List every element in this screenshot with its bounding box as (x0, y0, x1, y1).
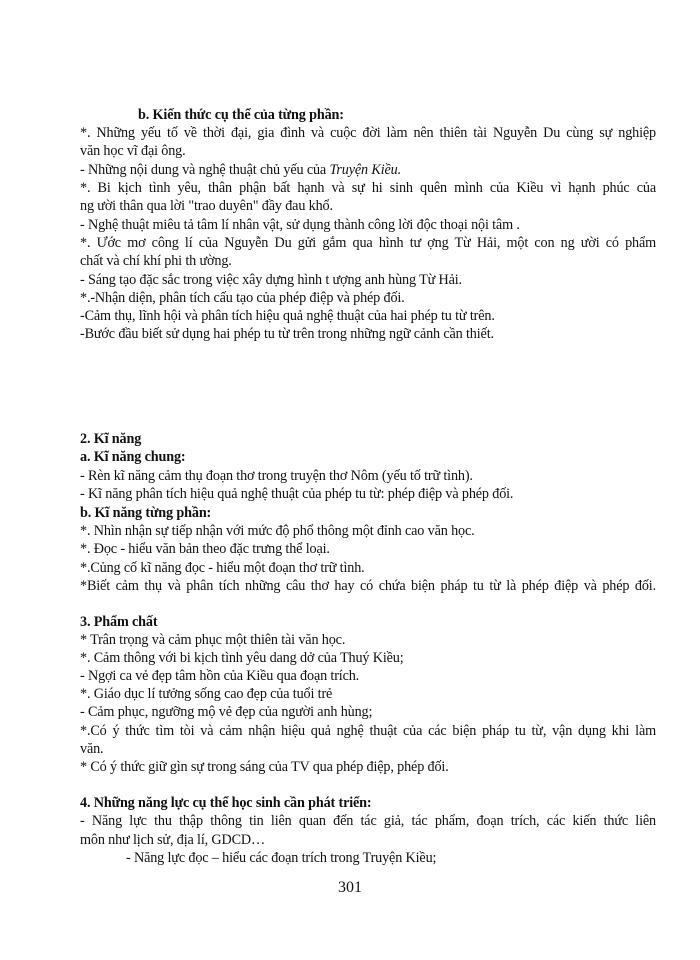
text-line: *. Đọc - hiểu văn bản theo đặc trưng thể loại. (80, 541, 330, 557)
text-line: *. Ước mơ công lí của Nguyễn Du gửi gắm qua hình tư ợng Từ Hải, một con ng ười có phẩm (80, 235, 656, 251)
text-line: - Năng lực đọc – hiểu các đoạn trích trong Truyện Kiều; (126, 850, 437, 866)
text-line: môn như lịch sử, địa lí, GDCD… (80, 832, 266, 848)
text-line (80, 161, 656, 179)
section-heading-knowledge: b. Kiến thức cụ thể của từng phần: (138, 107, 344, 123)
text-line: ng ười thân qua lời "trao duyên" đầy đau khổ. (80, 198, 333, 214)
text-line: - Kĩ năng phân tích hiệu quả nghệ thuật của phép tu từ: phép điệp và phép đối. (80, 486, 514, 502)
subheading-part-skills: b. Kĩ năng từng phần: (80, 505, 212, 521)
text-line: *. Những yếu tố về thời đại, gia đình và cuộc đời làm nên thiên tài Nguyễn Du cùng sự nghiệp (80, 125, 656, 141)
text-line: - Nghệ thuật miêu tả tâm lí nhân vật, sử dụng thành công lời độc thoại nội tâm . (80, 217, 520, 233)
text-line: chất và chí khí phi th ường. (80, 253, 232, 269)
page-number: 301 (338, 879, 362, 896)
section-heading-qualities: 3. Phẩm chất (80, 614, 158, 630)
text-line: - Năng lực thu thập thông tin liên quan đến tác giả, tác phẩm, đoạn trích, các kiến thức liên (80, 813, 656, 829)
text-line: *Biết cảm thụ và phân tích những câu thơ hay có chứa biện pháp tu từ là phép điệp và phép đối. (80, 578, 656, 594)
text-span: - Những nội dung và nghệ thuật chủ yếu của (80, 162, 330, 178)
text-line: *.Có ý thức tìm tòi và cảm nhận hiệu quả nghệ thuật của các biện pháp tu từ, vận dụng khi làm (80, 723, 656, 739)
text-line: văn. (80, 741, 104, 757)
text-line: - Rèn kĩ năng cảm thụ đoạn thơ trong truyện thơ Nôm (yếu tố trữ tình). (80, 468, 473, 484)
text-line: - Ngợi ca vẻ đẹp tâm hồn của Kiều qua đoạn trích. (80, 668, 360, 684)
text-line: * Trân trọng và cảm phục một thiên tài văn học. (80, 632, 346, 648)
text-line: * Có ý thức giữ gìn sự trong sáng của TV qua phép điệp, phép đối. (80, 759, 449, 775)
text-line: *. Giáo dục lí tưởng sống cao đẹp của tuổi trẻ (80, 686, 333, 702)
italic-title: Truyện Kiều. (329, 162, 401, 178)
section-heading-skills: 2. Kĩ năng (80, 431, 142, 447)
text-line: *. Nhìn nhận sự tiếp nhận với mức độ phổ thông một đỉnh cao văn học. (80, 523, 475, 539)
text-line: - Sáng tạo đặc sắc trong việc xây dựng hình t ượng anh hùng Từ Hải. (80, 272, 462, 288)
text-line: văn học vĩ đại ông. (80, 143, 186, 159)
text-line: *. Cảm thông với bi kịch tình yêu dang dở của Thuý Kiều; (80, 650, 404, 666)
text-line: -Bước đầu biết sử dụng hai phép tu từ trên trong những ngữ cảnh cần thiết. (80, 326, 494, 342)
text-line: -Cảm thụ, lĩnh hội và phân tích hiệu quả nghệ thuật của hai phép tu từ trên. (80, 308, 495, 324)
section-heading-competencies: 4. Những năng lực cụ thể học sinh cần phát triển: (80, 795, 372, 811)
text-line: *. Bi kịch tình yêu, thân phận bất hạnh và sự hi sinh quên mình của Kiều vì hạnh phúc của (80, 180, 656, 196)
subheading-general-skills: a. Kĩ năng chung: (80, 449, 186, 465)
text-line: *.-Nhận diện, phân tích cấu tạo của phép điệp và phép đối. (80, 290, 405, 306)
text-line: - Cảm phục, ngưỡng mộ vẻ đẹp của người anh hùng; (80, 704, 373, 720)
text-line: *.Củng cố kĩ năng đọc - hiểu một đoạn thơ trữ tình. (80, 560, 365, 576)
